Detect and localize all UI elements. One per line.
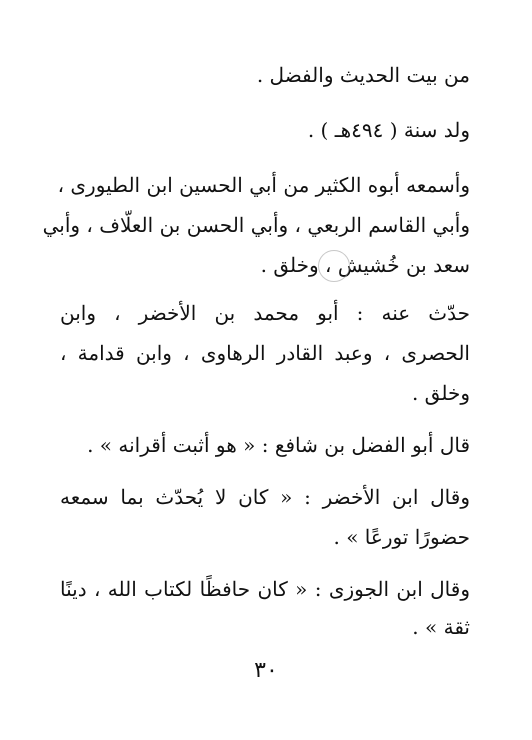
text-line-7: الحصرى ، وعبد القادر الرهاوى ، وابن قدامة ، — [60, 341, 470, 365]
page-number: ٣٠ — [254, 658, 278, 683]
text-line-8: وخلق . — [411, 381, 470, 405]
text-line-13: ثقة » . — [412, 615, 470, 639]
ink-circle-mark — [318, 250, 350, 282]
text-line-9: قال أبو الفضل بن شافع : « هو أثبت أقرانه » . — [87, 433, 470, 457]
text-line-6: حدّث عنه : أبو محمد بن الأخضر ، وابن — [60, 301, 470, 325]
text-line-4: وأبي القاسم الربعي ، وأبي الحسن بن العلّاف ، وأبي — [42, 213, 470, 237]
text-line-2: ولد سنة ( ٤٩٤هـ ) . — [307, 118, 470, 142]
text-line-5: سعد بن خُشيش ، وخلق . — [260, 253, 470, 277]
text-line-11: حضورًا تورعًا » . — [333, 525, 470, 549]
text-line-12: وقال ابن الجوزى : « كان حافظًا لكتاب الله ، دينًا — [60, 577, 470, 601]
text-line-1: من بيت الحديث والفضل . — [256, 63, 470, 87]
text-line-3: وأسمعه أبوه الكثير من أبي الحسين ابن الطيورى ، — [57, 173, 470, 197]
text-line-10: وقال ابن الأخضر : « كان لا يُحدّث بما سمعه — [60, 485, 470, 509]
